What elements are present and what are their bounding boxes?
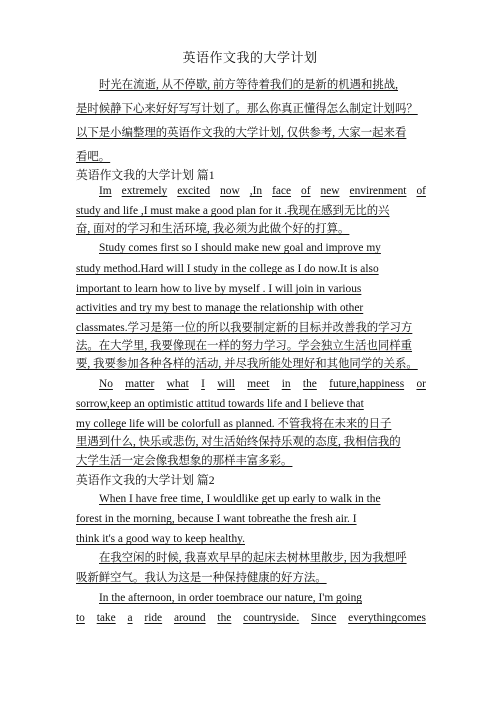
paragraph-line: 在我空闲的时候, 我喜欢早早的起床去树林里散步, 因为我想呼 <box>99 552 407 564</box>
paragraph-line: classmates.学习是第一位的所以我要制定新的目标并改善我的学习方 <box>76 322 413 334</box>
intro-line: 看吧。 <box>76 151 111 163</box>
word: No <box>99 378 113 390</box>
word: or <box>416 378 426 390</box>
paragraph-line: study method.Hard will I study in the college as I do now.It is also <box>76 263 379 275</box>
word: countryside. <box>243 612 300 624</box>
intro-line: 时光在流逝, 从不停歇, 前方等待着我们的是新的机遇和挑战, <box>99 79 399 91</box>
justified-line <box>99 376 426 392</box>
paragraph-line: important to learn how to live by myself . I will join in various <box>76 283 362 295</box>
paragraph-line: study and life ,I must make a good plan for it .我现在感到无比的兴 <box>76 205 390 217</box>
word: now <box>220 185 240 197</box>
word: a <box>127 612 133 624</box>
section-heading: 英语作文我的大学计划 篇2 <box>76 473 215 487</box>
intro-line: 是时候静下心来好好写写计划了。那么你真正懂得怎么制定计划吗？ <box>76 103 418 115</box>
word: I <box>201 378 205 390</box>
paragraph-line: 法。在大学里, 我要像现在一样的努力学习。学会独立生活也同样重 <box>76 340 413 352</box>
paragraph-line: 大学生活一定会像我想象的那样丰富多彩。 <box>76 455 293 467</box>
paragraph-line: 奋, 面对的学习和生活环境, 我必须为此做个好的打算。 <box>76 223 350 235</box>
word: future,happiness <box>329 378 405 390</box>
word: of <box>416 185 426 197</box>
word: matter <box>125 378 155 390</box>
paragraph-line: 要, 我要参加各种各样的活动, 并尽我所能处理好和其他同学的关系。 <box>76 358 418 370</box>
word: extremely <box>121 185 168 197</box>
paragraph-line: sorrow,keep an optimistic attitud towards life and I believe that <box>76 398 364 410</box>
word: will <box>217 378 235 390</box>
word: the <box>217 612 232 624</box>
word: Im <box>99 185 112 197</box>
word: everythingcomes <box>348 612 426 624</box>
word: excited <box>177 185 211 197</box>
word: ,In <box>249 185 263 197</box>
document-title: 英语作文我的大学计划 <box>182 50 318 65</box>
section-heading: 英语作文我的大学计划 篇1 <box>76 168 215 182</box>
word: envirenment <box>349 185 407 197</box>
word: in <box>281 378 291 390</box>
word: take <box>96 612 116 624</box>
justified-line <box>76 610 426 626</box>
paragraph-line: When I have free time, I wouldlike get up early to walk in the <box>99 493 381 505</box>
word: around <box>173 612 206 624</box>
paragraph-line: my college life will be colorfull as planned. 不管我将在未来的日子 <box>76 418 392 430</box>
word: the <box>302 378 317 390</box>
justified-line <box>99 183 426 199</box>
paragraph-line: 里遇到什么, 快乐或悲伤, 对生活始终保持乐观的态度, 我相信我的 <box>76 436 401 448</box>
intro-line: 以下是小编整理的英语作文我的大学计划, 仅供参考, 大家一起来看 <box>76 127 407 139</box>
word: new <box>320 185 340 197</box>
word: of <box>301 185 311 197</box>
word: face <box>272 185 292 197</box>
paragraph-line: 吸新鲜空气。我认为这是一种保持健康的好方法。 <box>76 572 327 584</box>
word: ride <box>144 612 163 624</box>
paragraph-line: Study comes first so I should make new goal and improve my <box>99 242 381 254</box>
word: meet <box>247 378 270 390</box>
paragraph-line: In the afternoon, in order toembrace our nature, I'm going <box>99 592 362 604</box>
word: what <box>166 378 189 390</box>
paragraph-line: think it's a good way to keep healthy. <box>76 533 245 545</box>
paragraph-line: activities and try my best to manage the relationship with other <box>76 302 364 314</box>
paragraph-line: forest in the morning, because I want tobreathe the fresh air. I <box>76 513 357 525</box>
word: Since <box>311 612 337 624</box>
word: to <box>76 612 85 624</box>
